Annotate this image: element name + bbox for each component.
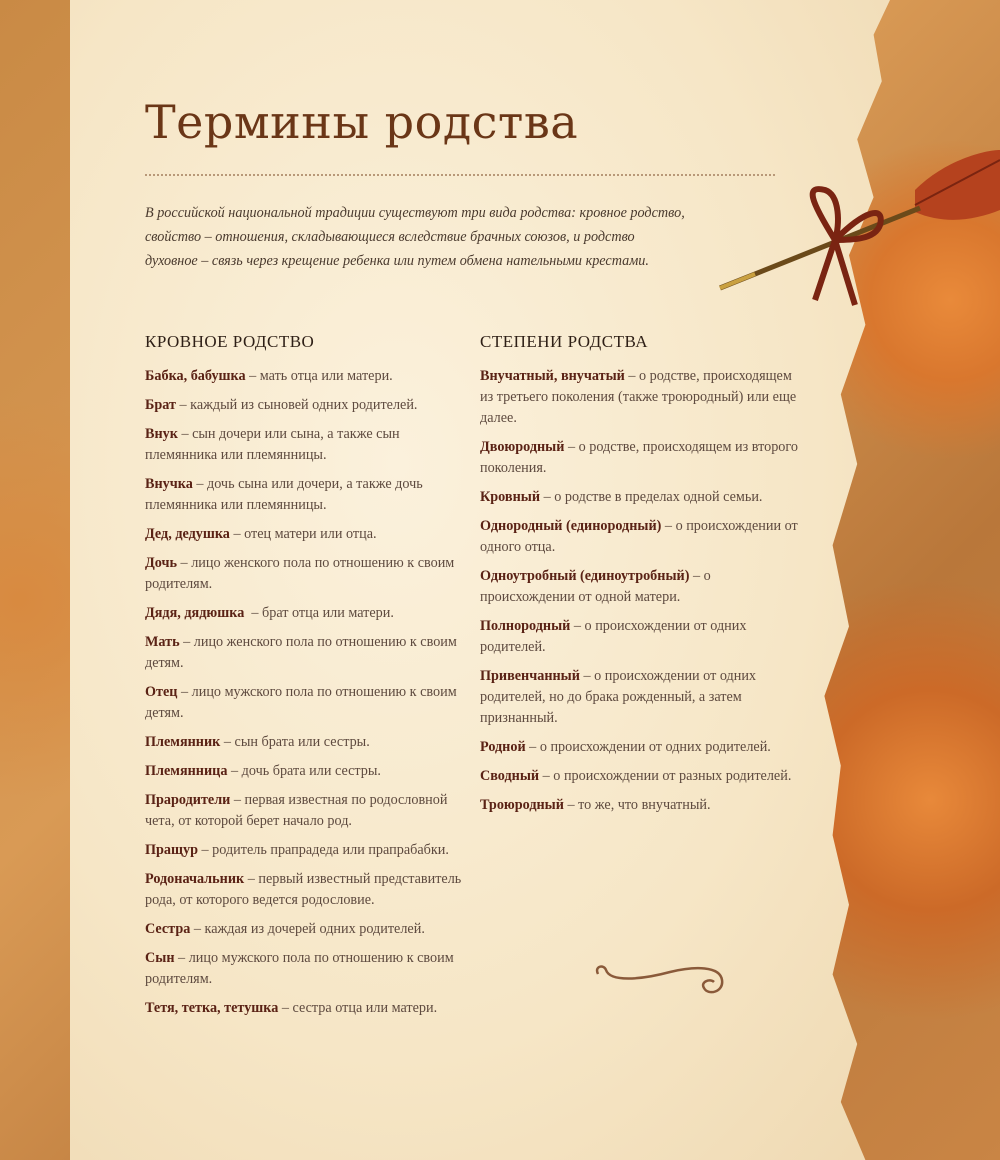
entry-definition: – о происхождении от одного отца. — [480, 518, 802, 555]
entry-term: Сестра — [145, 921, 191, 937]
entry-definition: – о родстве, происходящем из третьего поколения (также троюродный) или еще далее. — [480, 368, 800, 426]
entry-definition: – о происхождении от одних родителей, но до брака рожденный, а затем признанный. — [480, 668, 760, 726]
glossary-entry — [145, 840, 475, 861]
glossary-entry — [480, 737, 800, 758]
glossary-entry — [145, 524, 475, 545]
glossary-entry — [145, 869, 475, 911]
section-heading: КРОВНОЕ РОДСТВО — [145, 332, 315, 351]
quill-pen-icon — [715, 150, 1000, 310]
entry-term: Кровный — [480, 489, 541, 505]
entry-definition: – о родстве, происходящем из второго поколения. — [480, 439, 802, 476]
entry-term: Внук — [145, 426, 178, 442]
entry-term: Дочь — [145, 555, 177, 571]
entry-definition: – о происхождении от одних родителей. — [525, 739, 771, 755]
entry-term: Привенчанный — [480, 668, 580, 684]
entry-definition: – сестра отца или матери. — [278, 1000, 438, 1016]
entry-term: Прародители — [145, 792, 231, 808]
entry-term: Одноутробный (единоутробный) — [480, 568, 690, 584]
entry-term: Племянник — [145, 734, 221, 750]
glossary-entry — [145, 732, 475, 753]
entry-definition: – лицо женского пола по отношению к своим детям. — [145, 634, 461, 671]
entry-term: Брат — [145, 397, 176, 413]
entry-definition: – первая известная по родословной чета, от которой берет начало род. — [145, 792, 452, 829]
entry-term: Внучатный, внучатый — [480, 368, 625, 384]
entry-term: Племянница — [145, 763, 228, 779]
section-heading: СТЕПЕНИ РОДСТВА — [480, 332, 649, 351]
entry-definition: – родитель прапрадеда или прапрабабки. — [197, 842, 449, 858]
title-divider — [145, 174, 775, 176]
entry-definition: – о происхождении от одной матери. — [480, 568, 715, 605]
entry-term: Бабка, бабушка — [145, 368, 246, 384]
glossary-entry — [480, 616, 800, 658]
entry-term: Дед, дедушка — [145, 526, 230, 542]
entry-term: Однородный (единородный) — [480, 518, 662, 534]
glossary-entry — [480, 366, 800, 429]
entry-term: Внучка — [145, 476, 193, 492]
glossary-entry — [480, 437, 800, 479]
glossary-entry — [145, 919, 475, 940]
entry-term: Сын — [145, 950, 175, 966]
entry-definition: – дочь сына или дочери, а также дочь племянника или племянницы. — [145, 476, 427, 513]
glossary-entry — [480, 795, 800, 816]
entry-term: Дядя, дядюшка — [145, 605, 245, 621]
entry-definition: – лицо мужского пола по отношению к своим родителям. — [145, 950, 458, 987]
entry-definition: – сын брата или сестры. — [220, 734, 370, 750]
entry-term: Троюродный — [480, 797, 564, 813]
entry-definition: – лицо мужского пола по отношению к своим детям. — [145, 684, 461, 721]
entry-definition: – мать отца или матери. — [245, 368, 393, 384]
entry-term: Отец — [145, 684, 178, 700]
entry-definition: – брат отца или матери. — [244, 605, 394, 621]
entry-term: Сводный — [480, 768, 540, 784]
kinship-degrees-column — [480, 332, 800, 824]
entry-term: Пращур — [145, 842, 198, 858]
intro-paragraph: В российской национальной традиции существуют три вида родства: кровное родство, свойство – отношения, складывающиеся вследствие брачных союзов, и родство духовное – связь через крещение ребенка или путем обмена нательными крестами. — [145, 205, 685, 269]
glossary-entry — [145, 424, 475, 466]
glossary-entry — [145, 395, 475, 416]
glossary-entry — [145, 603, 475, 624]
entry-term: Двоюродный — [480, 439, 565, 455]
entry-definition: – каждая из дочерей одних родителей. — [190, 921, 425, 937]
blood-kinship-column — [145, 332, 475, 1027]
entry-definition: – лицо женского пола по отношению к своим родителям. — [145, 555, 458, 592]
glossary-entry — [145, 474, 475, 516]
glossary-entry — [480, 487, 800, 508]
entry-definition: – каждый из сыновей одних родителей. — [175, 397, 418, 413]
entry-definition: – отец матери или отца. — [229, 526, 377, 542]
entry-definition: – о происхождении от одних родителей. — [480, 618, 750, 655]
glossary-entry — [480, 516, 800, 558]
glossary-entry — [145, 761, 475, 782]
entry-definition: – первый известный представитель рода, от которого ведется родословие. — [145, 871, 465, 908]
entry-definition: – сын дочери или сына, а также сын племянника или племянницы. — [145, 426, 404, 463]
glossary-entry — [480, 766, 800, 787]
entry-definition: – то же, что внучатный. — [563, 797, 711, 813]
entry-definition: – о родстве в пределах одной семьи. — [540, 489, 763, 505]
flourish-ornament-icon — [590, 960, 730, 1000]
glossary-entry — [145, 632, 475, 674]
entry-term: Родоначальник — [145, 871, 245, 887]
entry-term: Тетя, тетка, тетушка — [145, 1000, 279, 1016]
glossary-entry — [145, 790, 475, 832]
entry-definition: – о происхождении от разных родителей. — [539, 768, 792, 784]
glossary-entry — [145, 682, 475, 724]
page-title: Термины родства — [145, 95, 579, 149]
entry-term: Родной — [480, 739, 526, 755]
glossary-entry — [480, 566, 800, 608]
entry-term: Полнородный — [480, 618, 571, 634]
glossary-entry — [480, 666, 800, 729]
glossary-entry — [145, 366, 475, 387]
glossary-entry — [145, 998, 475, 1019]
glossary-entry — [145, 553, 475, 595]
entry-term: Мать — [145, 634, 180, 650]
glossary-entry — [145, 948, 475, 990]
entry-definition: – дочь брата или сестры. — [227, 763, 381, 779]
